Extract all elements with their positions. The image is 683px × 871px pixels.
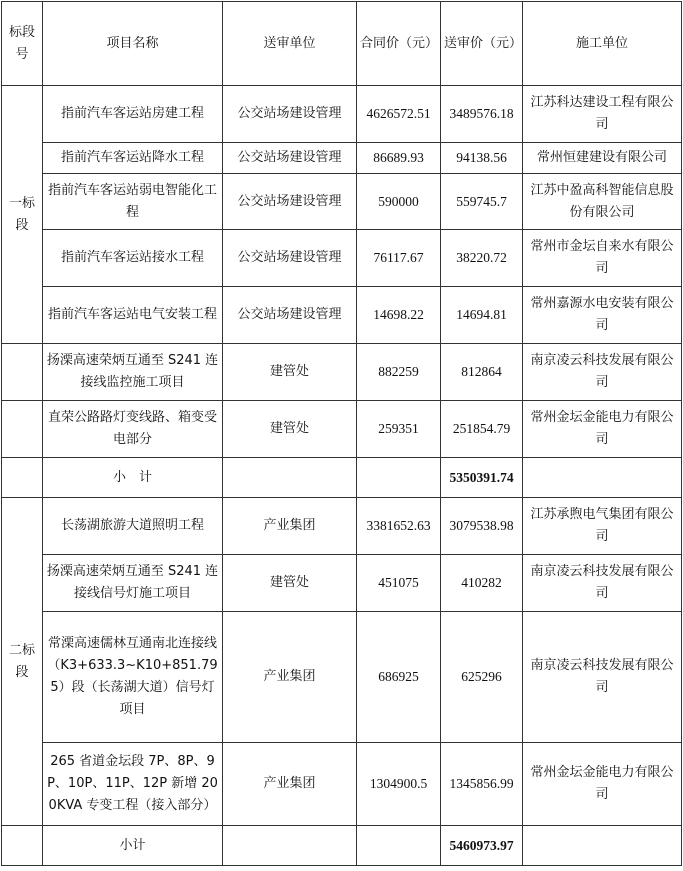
- contract-price-cell: 451075: [357, 555, 441, 612]
- empty-cell: [357, 458, 441, 498]
- construction-unit-cell: 常州恒建建设有限公司: [523, 143, 682, 174]
- submitting-unit-cell: 产业集团: [223, 612, 357, 743]
- segment-blank-cell: [2, 458, 43, 498]
- subtotal-value: 5350391.74: [441, 458, 523, 498]
- header-segment: 标段号: [2, 2, 43, 86]
- submitted-price-cell: 14694.81: [441, 287, 523, 344]
- submitting-unit-cell: 建管处: [223, 401, 357, 458]
- construction-unit-cell: 江苏科达建设工程有限公司: [523, 86, 682, 143]
- construction-unit-cell: 常州金坛金能电力有限公司: [523, 401, 682, 458]
- contract-price-cell: 3381652.63: [357, 498, 441, 555]
- empty-cell: [223, 826, 357, 866]
- project-name-cell: 扬溧高速荣炳互通至 S241 连接线监控施工项目: [43, 344, 223, 401]
- submitting-unit-cell: 公交站场建设管理: [223, 287, 357, 344]
- submitting-unit-cell: 公交站场建设管理: [223, 86, 357, 143]
- segment-label: 一标段: [2, 86, 43, 344]
- empty-cell: [223, 458, 357, 498]
- contract-price-cell: 686925: [357, 612, 441, 743]
- segment-blank-cell: [2, 826, 43, 866]
- construction-unit-cell: 南京凌云科技发展有限公司: [523, 612, 682, 743]
- submitted-price-cell: 625296: [441, 612, 523, 743]
- project-name-cell: 扬溧高速荣炳互通至 S241 连接线信号灯施工项目: [43, 555, 223, 612]
- contract-price-cell: 4626572.51: [357, 86, 441, 143]
- submitted-price-cell: 251854.79: [441, 401, 523, 458]
- construction-unit-cell: 常州市金坛自来水有限公司: [523, 230, 682, 287]
- project-name-cell: 常溧高速儒林互通南北连接线（K3+633.3~K10+851.795）段（长荡湖大道）信号灯项目: [43, 612, 223, 743]
- subtotal-label: 小 计: [43, 458, 223, 498]
- table-row: [2, 743, 682, 826]
- segment-blank-cell: [2, 344, 43, 401]
- table-row: [2, 555, 682, 612]
- submitted-price-cell: 3489576.18: [441, 86, 523, 143]
- submitting-unit-cell: 建管处: [223, 555, 357, 612]
- submitting-unit-cell: 产业集团: [223, 743, 357, 826]
- subtotal-row: [2, 826, 682, 866]
- submitted-price-cell: 3079538.98: [441, 498, 523, 555]
- project-table: [1, 1, 682, 866]
- submitting-unit-cell: 产业集团: [223, 498, 357, 555]
- construction-unit-cell: 南京凌云科技发展有限公司: [523, 344, 682, 401]
- construction-unit-cell: 南京凌云科技发展有限公司: [523, 555, 682, 612]
- project-name-cell: 指前汽车客运站弱电智能化工程: [43, 174, 223, 230]
- header-construction-unit: 施工单位: [523, 2, 682, 86]
- project-name-cell: 指前汽车客运站接水工程: [43, 230, 223, 287]
- submitted-price-cell: 1345856.99: [441, 743, 523, 826]
- project-name-cell: 指前汽车客运站电气安装工程: [43, 287, 223, 344]
- contract-price-cell: 1304900.5: [357, 743, 441, 826]
- segment-blank-cell: [2, 401, 43, 458]
- segment-label: 二标段: [2, 498, 43, 826]
- contract-price-cell: 76117.67: [357, 230, 441, 287]
- table-row: [2, 230, 682, 287]
- header-contract-price: 合同价（元）: [357, 2, 441, 86]
- subtotal-row: [2, 458, 682, 498]
- contract-price-cell: 882259: [357, 344, 441, 401]
- empty-cell: [523, 458, 682, 498]
- table-row: [2, 143, 682, 174]
- table-row: [2, 86, 682, 143]
- construction-unit-cell: 江苏中盈高科智能信息股份有限公司: [523, 174, 682, 230]
- table-row: [2, 498, 682, 555]
- header-row: [2, 2, 682, 86]
- submitted-price-cell: 38220.72: [441, 230, 523, 287]
- construction-unit-cell: 常州金坛金能电力有限公司: [523, 743, 682, 826]
- table-row: [2, 612, 682, 743]
- project-name-cell: 指前汽车客运站降水工程: [43, 143, 223, 174]
- contract-price-cell: 86689.93: [357, 143, 441, 174]
- subtotal-label: 小计: [43, 826, 223, 866]
- submitting-unit-cell: 公交站场建设管理: [223, 143, 357, 174]
- project-name-cell: 直荣公路路灯变线路、箱变受电部分: [43, 401, 223, 458]
- submitted-price-cell: 410282: [441, 555, 523, 612]
- submitted-price-cell: 812864: [441, 344, 523, 401]
- contract-price-cell: 14698.22: [357, 287, 441, 344]
- project-name-cell: 指前汽车客运站房建工程: [43, 86, 223, 143]
- empty-cell: [523, 826, 682, 866]
- table-row: [2, 287, 682, 344]
- header-project-name: 项目名称: [43, 2, 223, 86]
- construction-unit-cell: 常州嘉源水电安装有限公司: [523, 287, 682, 344]
- table-row: [2, 174, 682, 230]
- project-name-cell: 长荡湖旅游大道照明工程: [43, 498, 223, 555]
- header-submitting-unit: 送审单位: [223, 2, 357, 86]
- table-row: [2, 344, 682, 401]
- submitting-unit-cell: 公交站场建设管理: [223, 230, 357, 287]
- table-row: [2, 401, 682, 458]
- construction-unit-cell: 江苏承煦电气集团有限公司: [523, 498, 682, 555]
- project-name-cell: 265 省道金坛段 7P、8P、9P、10P、11P、12P 新增 200KVA 专变工程（接入部分）: [43, 743, 223, 826]
- header-submitted-price: 送审价（元）: [441, 2, 523, 86]
- submitting-unit-cell: 公交站场建设管理: [223, 174, 357, 230]
- empty-cell: [357, 826, 441, 866]
- submitted-price-cell: 94138.56: [441, 143, 523, 174]
- submitted-price-cell: 559745.7: [441, 174, 523, 230]
- submitting-unit-cell: 建管处: [223, 344, 357, 401]
- contract-price-cell: 590000: [357, 174, 441, 230]
- contract-price-cell: 259351: [357, 401, 441, 458]
- subtotal-value: 5460973.97: [441, 826, 523, 866]
